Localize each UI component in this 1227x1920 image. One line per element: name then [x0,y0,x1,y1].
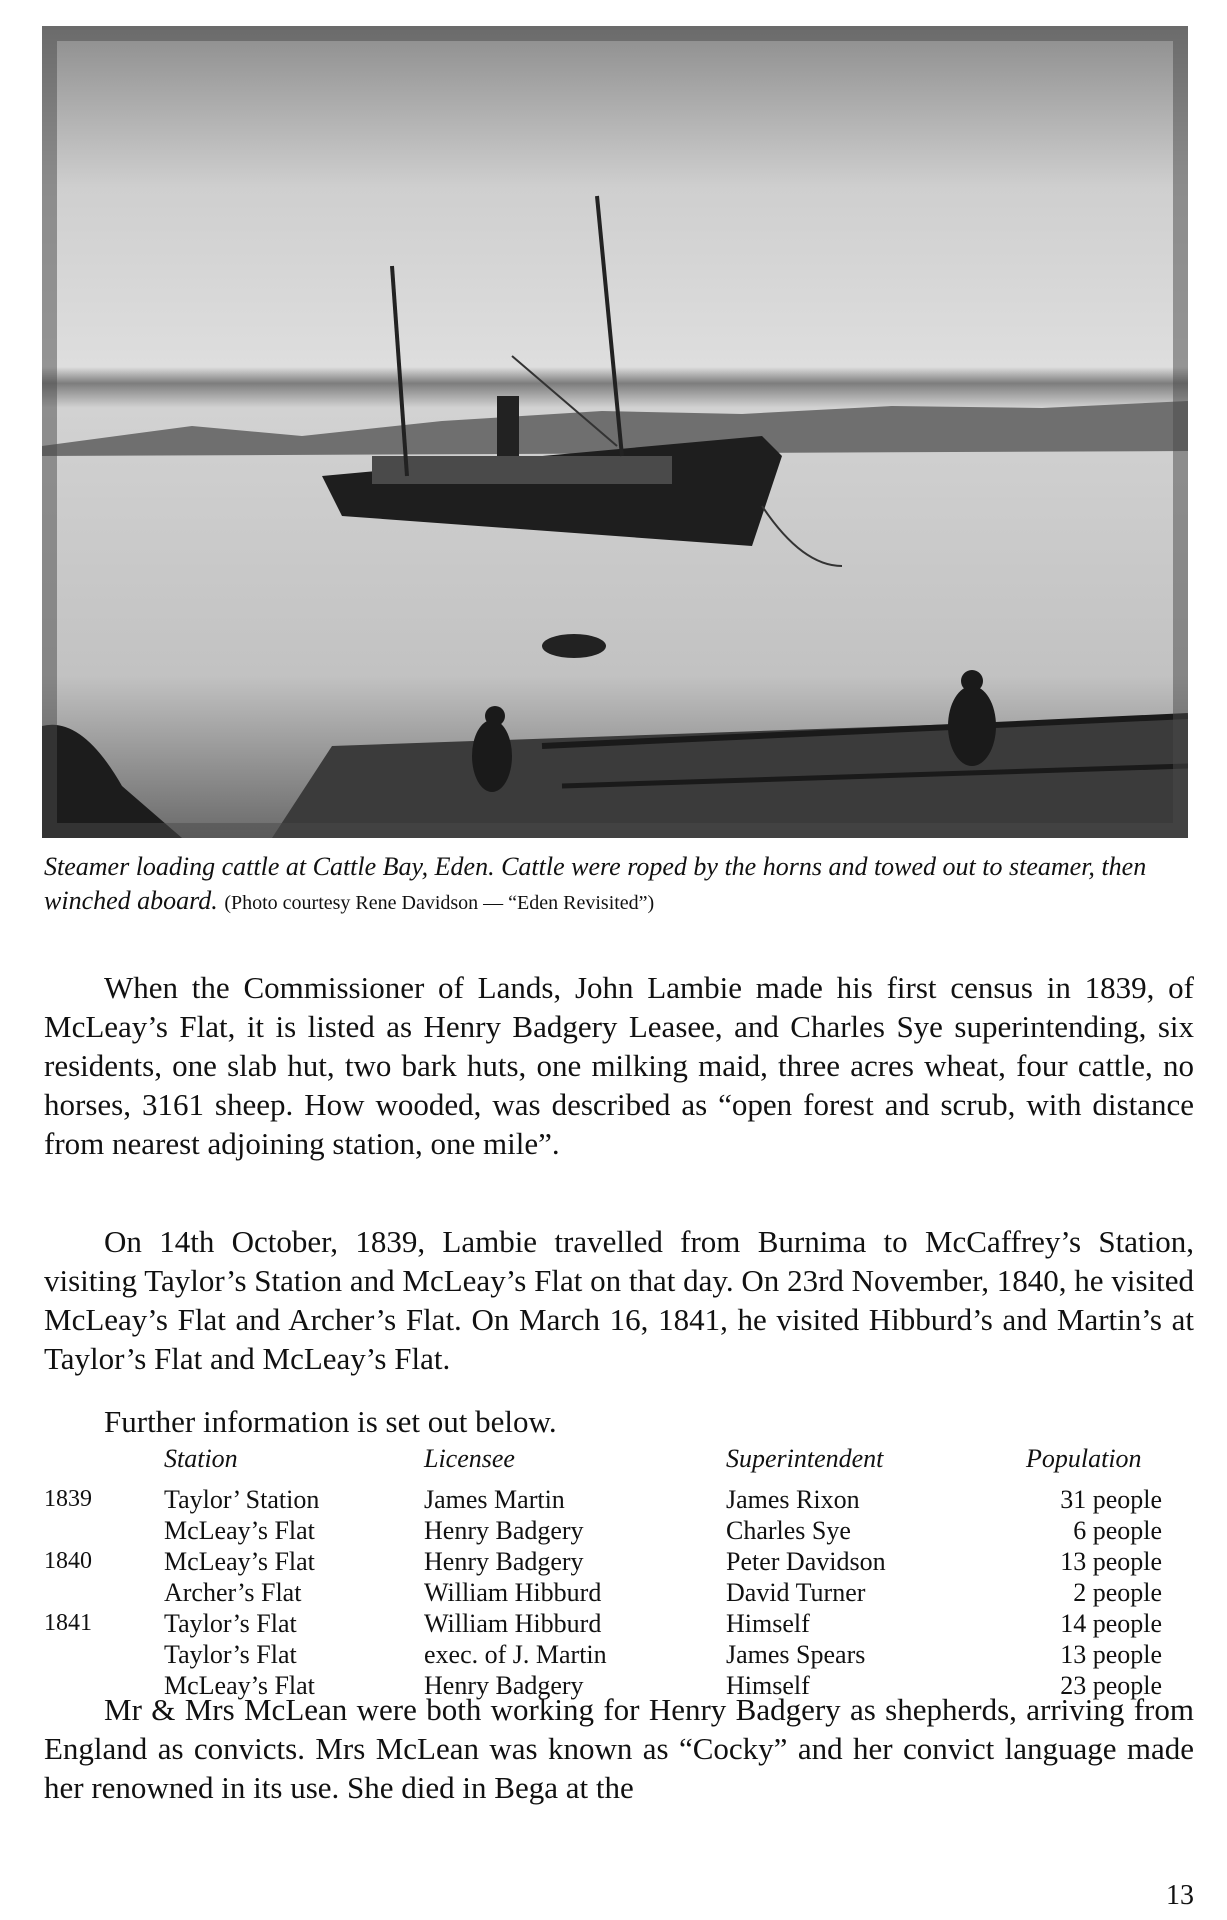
cell-licensee: James Martin [424,1485,565,1514]
cell-superintendent: David Turner [726,1578,866,1607]
cell-year: 1839 [44,1486,92,1512]
caption-credit: (Photo courtesy Rene Davidson — “Eden Revisited”) [224,892,655,914]
table-row [44,1515,1174,1546]
cell-year [44,1577,164,1608]
cell-station: Taylor’s Flat [164,1640,297,1669]
cell-superintendent: Charles Sye [726,1516,851,1545]
cell-population: 6 people [1073,1516,1162,1545]
cell-population: 13 people [1060,1640,1162,1669]
header-year [44,1444,164,1484]
cell-population: 13 people [1060,1547,1162,1576]
table-row [44,1577,1174,1608]
cell-station: Archer’s Flat [164,1578,302,1607]
cell-population: 14 people [1060,1609,1162,1638]
cell-licensee: Henry Badgery [424,1547,584,1576]
cell-population: 31 people [1060,1485,1162,1514]
photo-caption [44,850,1194,920]
cell-station: Taylor’s Flat [164,1609,297,1638]
header-licensee: Licensee [424,1444,515,1473]
header-station: Station [164,1444,238,1473]
table-row [44,1608,1174,1639]
stations-table [44,1444,1174,1701]
table-row [44,1484,1174,1515]
cell-superintendent: Peter Davidson [726,1547,886,1576]
cell-year: 1841 [44,1610,92,1636]
photo-steamer-cattle-bay [42,26,1188,838]
header-population: Population [1026,1444,1142,1473]
cell-population: 23 people [1060,1671,1162,1700]
cell-year: 1840 [44,1548,92,1574]
cell-superintendent: Himself [726,1609,810,1638]
table-row [44,1639,1174,1670]
cell-superintendent: James Rixon [726,1485,860,1514]
cell-licensee: Henry Badgery [424,1671,584,1700]
paragraph-lambie-visits: On 14th October, 1839, Lambie travelled from Burnima to McCaffrey’s Station, visiting Taylor’s Station and McLeay’s Flat on that day. On 23rd November, 1840, he visited McLeay’s Flat and Archer’s Flat. On March 16, 1841, he visited Hibburd’s and Martin’s at Taylor’s Flat and McLeay’s Flat. [44,1224,1194,1376]
paragraph-mclean: Mr & Mrs McLean were both working for Henry Badgery as shepherds, arriving from England as convicts. Mrs McLean was known as “Cocky” and her convict language made her renowned in its use. She died in Bega at the [44,1692,1194,1805]
cell-licensee: Henry Badgery [424,1516,584,1545]
table-row [44,1546,1174,1577]
cell-station: McLeay’s Flat [164,1671,315,1700]
cell-year [44,1639,164,1670]
cell-superintendent: Himself [726,1671,810,1700]
cell-year [44,1515,164,1546]
cell-licensee: exec. of J. Martin [424,1640,607,1669]
cell-licensee: William Hibburd [424,1609,602,1638]
steamer-photo [42,26,1188,838]
header-superintendent: Superintendent [726,1444,884,1473]
paragraph-census: When the Commissioner of Lands, John Lambie made his first census in 1839, of McLeay’s Flat, it is listed as Henry Badgery Leasee, and Charles Sye superintending, six residents, one slab hut, two bark huts, one milking maid, three acres wheat, four cattle, no horses, 3161 sheep. How wooded, was described as “open forest and scrub, with distance from nearest adjoining station, one mile”. [44,970,1194,1161]
caption-text: Steamer loading cattle at Cattle Bay, Eden. Cattle were roped by the horns and towed out to steamer, then winched aboard. [44,852,1147,915]
cell-station: McLeay’s Flat [164,1516,315,1545]
table-header-row [44,1444,1174,1484]
paragraph-further-info: Further information is set out below. [104,1404,557,1439]
cell-station: Taylor’ Station [164,1485,320,1514]
cell-superintendent: James Spears [726,1640,866,1669]
page-number: 13 [1166,1880,1194,1911]
cell-station: McLeay’s Flat [164,1547,315,1576]
cell-licensee: William Hibburd [424,1578,602,1607]
cell-population: 2 people [1073,1578,1162,1607]
